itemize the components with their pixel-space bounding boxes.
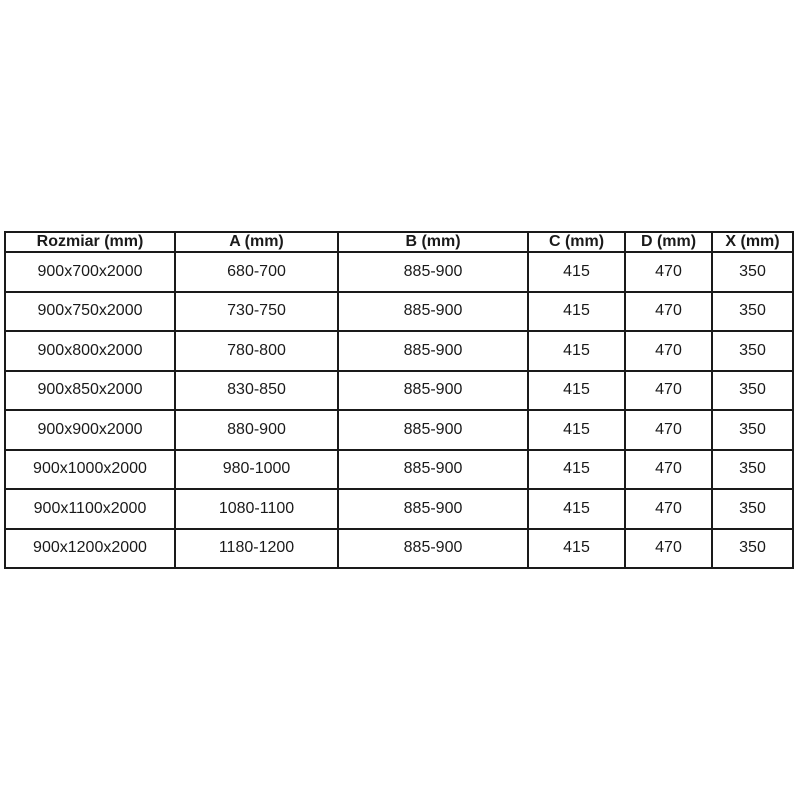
table-header [5,232,793,252]
table-cell: 885-900 [338,410,528,450]
table-cell: 980-1000 [175,450,338,490]
table-cell: 1180-1200 [175,529,338,569]
table-cell: 470 [625,410,712,450]
table-cell: 880-900 [175,410,338,450]
table-cell: 900x900x2000 [5,410,175,450]
table-cell: 730-750 [175,292,338,332]
table-row [5,450,793,490]
table-cell: 470 [625,331,712,371]
table-cell: 470 [625,371,712,411]
table-row [5,371,793,411]
table-row [5,529,793,569]
size-spec-table [4,231,794,569]
table-cell: 350 [712,292,793,332]
column-header-c: C (mm) [528,232,625,252]
table-cell: 885-900 [338,371,528,411]
table-cell: 350 [712,331,793,371]
table-cell: 1080-1100 [175,489,338,529]
table-cell: 350 [712,489,793,529]
table-cell: 885-900 [338,331,528,371]
table-cell: 470 [625,450,712,490]
table-row [5,410,793,450]
table-row [5,252,793,292]
table-cell: 885-900 [338,489,528,529]
table-row [5,489,793,529]
column-header-d: D (mm) [625,232,712,252]
table-cell: 415 [528,529,625,569]
table-cell: 415 [528,252,625,292]
table-cell: 350 [712,252,793,292]
table-cell: 470 [625,529,712,569]
table-header-row [5,232,793,252]
table-cell: 415 [528,410,625,450]
table-cell: 350 [712,371,793,411]
table-cell: 885-900 [338,529,528,569]
column-header-x: X (mm) [712,232,793,252]
table-cell: 900x750x2000 [5,292,175,332]
table-cell: 900x1200x2000 [5,529,175,569]
table-cell: 900x1100x2000 [5,489,175,529]
column-header-a: A (mm) [175,232,338,252]
column-header-b: B (mm) [338,232,528,252]
table-cell: 885-900 [338,252,528,292]
table-cell: 350 [712,410,793,450]
table-cell: 350 [712,529,793,569]
table-cell: 780-800 [175,331,338,371]
table-cell: 350 [712,450,793,490]
table-cell: 470 [625,292,712,332]
column-header-rozmiar: Rozmiar (mm) [5,232,175,252]
table-cell: 470 [625,252,712,292]
table-cell: 900x700x2000 [5,252,175,292]
table-body [5,252,793,568]
table-cell: 680-700 [175,252,338,292]
table-cell: 415 [528,331,625,371]
table-cell: 830-850 [175,371,338,411]
table-row [5,292,793,332]
table-row [5,331,793,371]
table-cell: 900x850x2000 [5,371,175,411]
table-cell: 415 [528,371,625,411]
table-cell: 415 [528,292,625,332]
table-cell: 885-900 [338,292,528,332]
table-cell: 900x1000x2000 [5,450,175,490]
table-cell: 415 [528,489,625,529]
size-spec-table-container [4,231,793,569]
table-cell: 885-900 [338,450,528,490]
table-cell: 470 [625,489,712,529]
table-cell: 415 [528,450,625,490]
table-cell: 900x800x2000 [5,331,175,371]
